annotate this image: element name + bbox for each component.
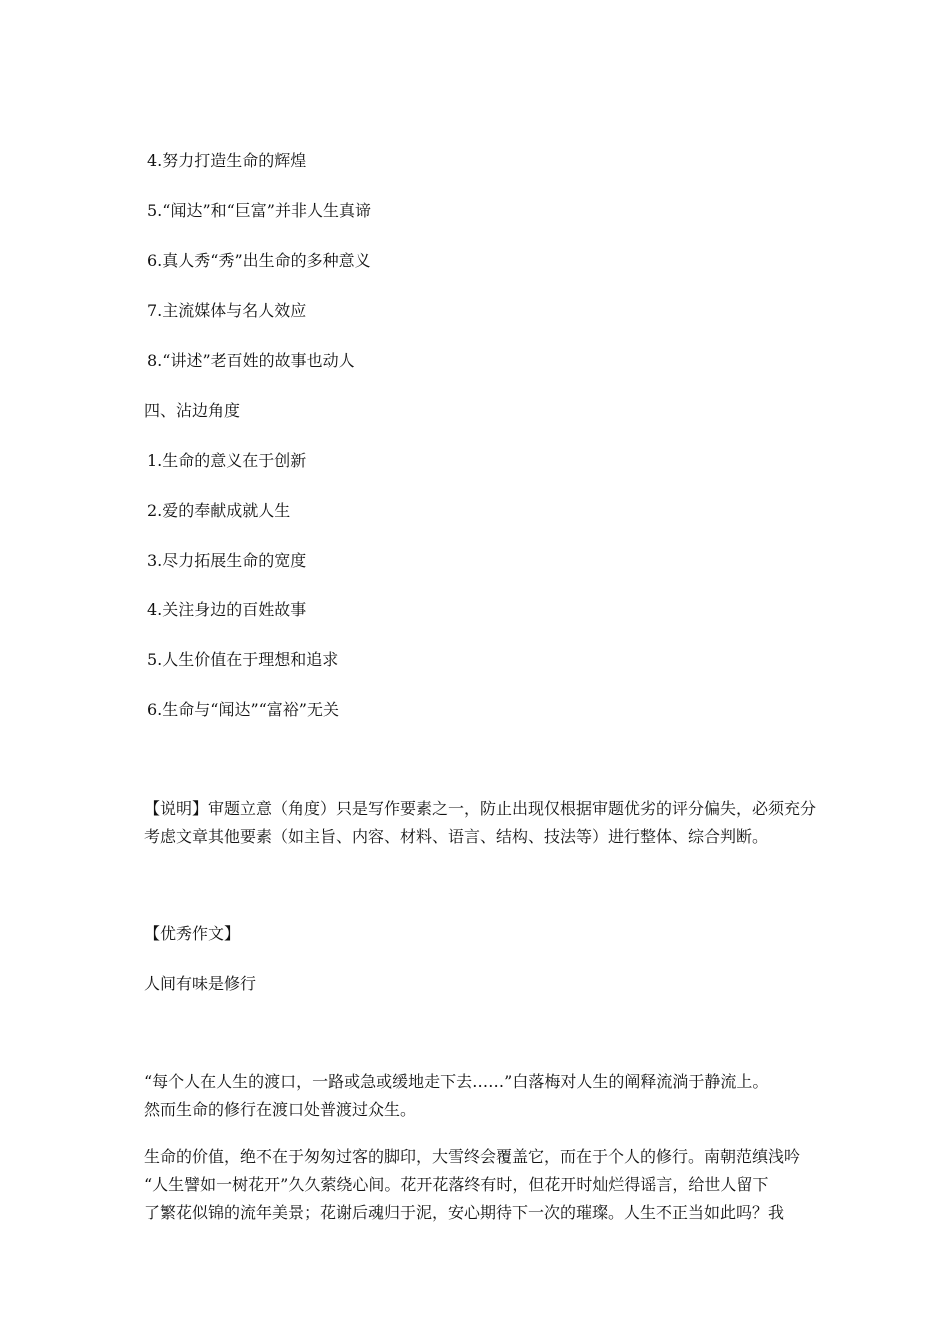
- note-paragraph: [144, 795, 816, 851]
- paragraph-line: 生命的价值，绝不在于匆匆过客的脚印，大雪终会覆盖它，而在于个人的修行。南朝范缜浅吟: [144, 1147, 801, 1166]
- list-item: 4.关注身边的百姓故事: [147, 600, 307, 619]
- paragraph-line: 了繁花似锦的流年美景；花谢后魂归于泥，安心期待下一次的璀璨。人生不正当如此吗？我: [144, 1203, 785, 1222]
- list-item: 5.人生价值在于理想和追求: [147, 650, 339, 669]
- essay-paragraph: [144, 1068, 816, 1124]
- essay-paragraph: [144, 1143, 816, 1227]
- section-heading: 四、沾边角度: [144, 401, 241, 420]
- note-line: 【说明】审题立意（角度）只是写作要素之一，防止出现仅根据审题优劣的评分偏失，必须充分: [144, 799, 817, 818]
- list-item: 8.“讲述”老百姓的故事也动人: [147, 351, 355, 370]
- list-item: 1.生命的意义在于创新: [147, 451, 307, 470]
- list-item: 6.生命与“闻达”“富裕”无关: [147, 700, 339, 719]
- note-line: 考虑文章其他要素（如主旨、内容、材料、语言、结构、技法等）进行整体、综合判断。: [144, 827, 769, 846]
- list-item: 4.努力打造生命的辉煌: [147, 151, 307, 170]
- paragraph-line: “每个人在人生的渡口，一路或急或缓地走下去……”白落梅对人生的阐释流淌于静流上。: [144, 1072, 769, 1091]
- list-item: 3.尽力拓展生命的宽度: [147, 551, 307, 570]
- list-item: 2.爱的奉献成就人生: [147, 501, 291, 520]
- essay-title: 人间有味是修行: [144, 974, 257, 993]
- essay-label: 【优秀作文】: [144, 924, 241, 943]
- list-item: 5.“闻达”和“巨富”并非人生真谛: [147, 201, 371, 220]
- paragraph-line: “人生譬如一树花开”久久萦绕心间。花开花落终有时，但花开时灿烂得谣言，给世人留下: [144, 1175, 769, 1194]
- list-item: 7.主流媒体与名人效应: [147, 301, 307, 320]
- list-item: 6.真人秀“秀”出生命的多种意义: [147, 251, 371, 270]
- paragraph-line: 然而生命的修行在渡口处普渡过众生。: [144, 1100, 417, 1119]
